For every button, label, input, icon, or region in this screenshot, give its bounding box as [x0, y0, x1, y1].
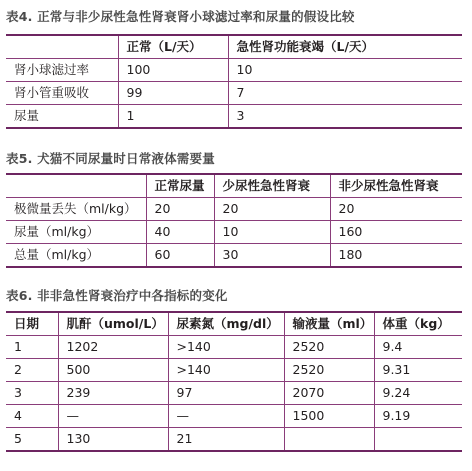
table-cell: 3 — [6, 382, 58, 405]
table-cell: 20 — [214, 198, 330, 221]
table-cell: 1202 — [58, 336, 168, 359]
table-cell: — — [168, 405, 284, 428]
table-row — [6, 221, 462, 244]
table4-header-cell — [6, 35, 118, 59]
table-cell: 9.31 — [374, 359, 462, 382]
table-cell: 160 — [330, 221, 462, 244]
table6 — [6, 311, 462, 452]
table-cell: 肾小管重吸收 — [6, 82, 118, 105]
table-cell: 130 — [58, 428, 168, 452]
table4-caption: 表4. 正常与非少尿性急性肾衰肾小球滤过率和尿量的假设比较 — [6, 9, 355, 24]
table-row — [6, 105, 462, 129]
table-cell: 9.24 — [374, 382, 462, 405]
table-cell: 99 — [118, 82, 228, 105]
table-cell: >140 — [168, 359, 284, 382]
table-cell: 60 — [146, 244, 214, 268]
table-cell: 极微量丢失（ml/kg） — [6, 198, 146, 221]
table-cell: 4 — [6, 405, 58, 428]
table-cell: 500 — [58, 359, 168, 382]
table-cell: 3 — [228, 105, 462, 129]
table-cell — [284, 428, 374, 452]
table-cell: 9.4 — [374, 336, 462, 359]
table6-header-cell: 日期 — [6, 312, 58, 336]
table-cell: 10 — [228, 59, 462, 82]
table-cell: 2520 — [284, 359, 374, 382]
table-cell: 97 — [168, 382, 284, 405]
table5-caption: 表5. 犬猫不同尿量时日常液体需要量 — [6, 151, 215, 166]
table-row — [6, 336, 462, 359]
table-row — [6, 428, 462, 452]
table-cell: 180 — [330, 244, 462, 268]
table-cell: 尿量（ml/kg） — [6, 221, 146, 244]
table-cell: 5 — [6, 428, 58, 452]
table5-header-cell — [6, 174, 146, 198]
table6-caption: 表6. 非非急性肾衰治疗中各指标的变化 — [6, 288, 228, 303]
table-cell: 1 — [118, 105, 228, 129]
table-cell — [374, 428, 462, 452]
table-cell: 2 — [6, 359, 58, 382]
table5 — [6, 173, 462, 268]
table-cell: 1500 — [284, 405, 374, 428]
table6-header-cell: 体重（kg） — [374, 312, 462, 336]
table-cell: 20 — [146, 198, 214, 221]
table-row — [6, 244, 462, 268]
table-cell: 2070 — [284, 382, 374, 405]
table-cell: 10 — [214, 221, 330, 244]
table-row — [6, 382, 462, 405]
table6-header-cell: 肌酐（umol/L） — [58, 312, 168, 336]
table4 — [6, 34, 462, 129]
table-row — [6, 405, 462, 428]
table6-header-cell: 尿素氮（mg/dl） — [168, 312, 284, 336]
table-row — [6, 198, 462, 221]
table-row — [6, 359, 462, 382]
table-cell: 9.19 — [374, 405, 462, 428]
table4-header-cell: 急性肾功能衰竭（L/天） — [228, 35, 462, 59]
table-cell: 100 — [118, 59, 228, 82]
table5-header-row — [6, 174, 462, 198]
table-cell: 21 — [168, 428, 284, 452]
table6-header-cell: 输液量（ml） — [284, 312, 374, 336]
table5-header-cell: 少尿性急性肾衰 — [214, 174, 330, 198]
table-cell: 2520 — [284, 336, 374, 359]
table-cell: 40 — [146, 221, 214, 244]
table-cell: 肾小球滤过率 — [6, 59, 118, 82]
table-row — [6, 59, 462, 82]
table-cell: 1 — [6, 336, 58, 359]
table-cell: 总量（ml/kg） — [6, 244, 146, 268]
table-cell: 20 — [330, 198, 462, 221]
table-cell: 尿量 — [6, 105, 118, 129]
table6-header-row — [6, 312, 462, 336]
table-cell: 30 — [214, 244, 330, 268]
table-cell: 7 — [228, 82, 462, 105]
table-cell: — — [58, 405, 168, 428]
table-cell: >140 — [168, 336, 284, 359]
table5-header-cell: 非少尿性急性肾衰 — [330, 174, 462, 198]
table5-header-cell: 正常尿量 — [146, 174, 214, 198]
table-cell: 239 — [58, 382, 168, 405]
table-row — [6, 82, 462, 105]
table4-header-row — [6, 35, 462, 59]
table4-header-cell: 正常（L/天） — [118, 35, 228, 59]
